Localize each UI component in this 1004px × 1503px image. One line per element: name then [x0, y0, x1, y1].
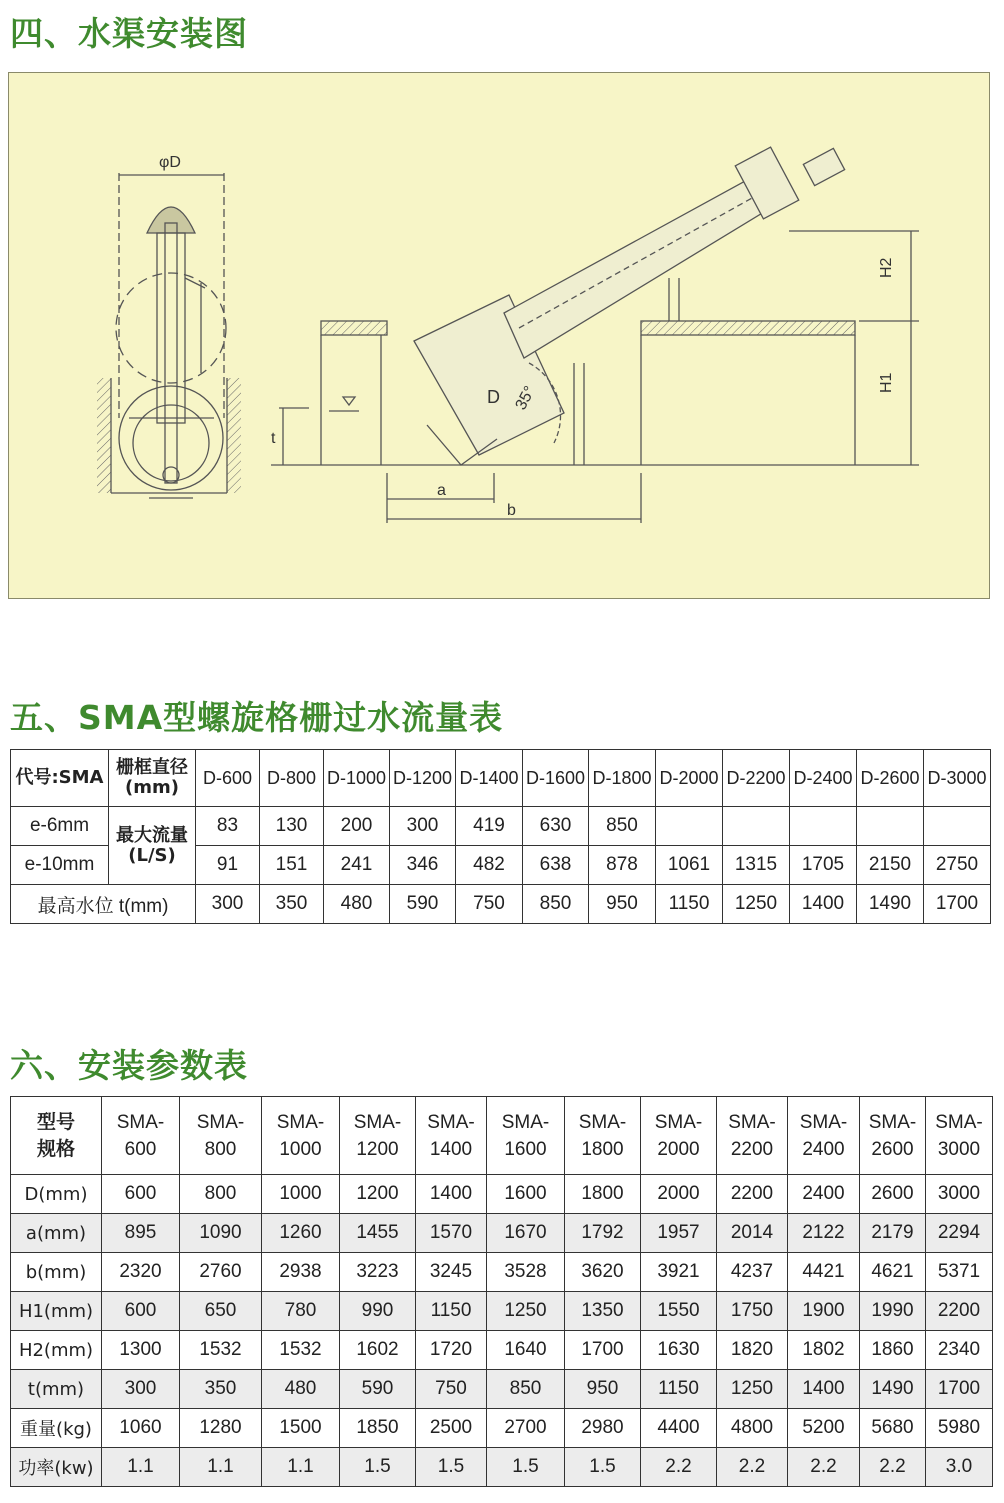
install-params-table	[10, 1096, 993, 1487]
table-cell: 1.5	[565, 1448, 641, 1487]
table-cell: 4800	[717, 1409, 788, 1448]
flow-rate-table	[10, 749, 991, 924]
table-cell: 800	[180, 1175, 262, 1214]
model-header-cell	[416, 1097, 487, 1175]
row-label: 重量(kg)	[11, 1409, 102, 1448]
table-cell: 1860	[860, 1331, 926, 1370]
table-cell: 480	[324, 885, 390, 924]
table-cell: 750	[456, 885, 523, 924]
row-label: b(mm)	[11, 1253, 102, 1292]
table-cell: 350	[180, 1370, 262, 1409]
b-label: b	[507, 502, 516, 519]
table-cell: 2000	[641, 1175, 717, 1214]
diameter-label: D	[487, 387, 500, 407]
model-column-header: D-1200	[390, 750, 456, 807]
table-cell: 1670	[487, 1214, 565, 1253]
row-label: 功率(kw)	[11, 1448, 102, 1487]
table-cell: 1060	[102, 1409, 180, 1448]
model-header-cell	[102, 1097, 180, 1175]
table-cell	[723, 807, 790, 846]
table-cell: 1802	[788, 1331, 860, 1370]
table-cell: 1792	[565, 1214, 641, 1253]
table-cell: 1500	[262, 1409, 340, 1448]
table-cell: 1.5	[487, 1448, 565, 1487]
model-column-header: D-1400	[456, 750, 523, 807]
table-cell: 850	[523, 885, 589, 924]
table-cell: 1250	[723, 885, 790, 924]
model-header-line: 1000	[279, 1138, 322, 1160]
table-cell: 2200	[926, 1292, 993, 1331]
table-cell: 1490	[857, 885, 924, 924]
row-label: D(mm)	[11, 1175, 102, 1214]
table-cell: 1090	[180, 1214, 262, 1253]
model-header-line: 2000	[657, 1138, 700, 1160]
table-cell: 3620	[565, 1253, 641, 1292]
frame-diameter-label: 栅框直径	[116, 757, 188, 778]
table-cell: 300	[102, 1370, 180, 1409]
table-cell: 1490	[860, 1370, 926, 1409]
phi-d-label: φD	[159, 154, 181, 171]
table-cell: 1700	[565, 1331, 641, 1370]
table-cell: 5371	[926, 1253, 993, 1292]
table-cell: 1300	[102, 1331, 180, 1370]
installation-drawing-svg	[9, 73, 991, 600]
model-header-line: SMA-	[276, 1111, 325, 1133]
table-cell: 2.2	[788, 1448, 860, 1487]
row-label: t(mm)	[11, 1370, 102, 1409]
table-cell: 3245	[416, 1253, 487, 1292]
table-cell: 151	[260, 846, 324, 885]
table-cell: 2750	[924, 846, 991, 885]
table-cell: 1550	[641, 1292, 717, 1331]
table-cell: 878	[589, 846, 656, 885]
table-cell: 2938	[262, 1253, 340, 1292]
table-cell: 1820	[717, 1331, 788, 1370]
model-header-line: SMA-	[728, 1111, 776, 1133]
model-header-cell	[926, 1097, 993, 1175]
table-cell: 480	[262, 1370, 340, 1409]
table-cell: 91	[196, 846, 260, 885]
model-header-cell	[717, 1097, 788, 1175]
model-header-line: SMA-	[427, 1111, 475, 1133]
channel-section-view	[271, 147, 919, 523]
table-cell: 590	[340, 1370, 416, 1409]
table-cell: 83	[196, 807, 260, 846]
model-column-header: D-1800	[589, 750, 656, 807]
table-cell: 1705	[790, 846, 857, 885]
table-cell: 1150	[656, 885, 723, 924]
table-cell: 1700	[924, 885, 991, 924]
model-header-cell	[340, 1097, 416, 1175]
a-label: a	[437, 482, 446, 499]
table-cell: 350	[260, 885, 324, 924]
model-header-line: 2600	[871, 1138, 914, 1160]
flow-table-row-e6	[11, 807, 991, 846]
table-cell: 600	[102, 1292, 180, 1331]
table-cell: 1061	[656, 846, 723, 885]
table-cell: 2500	[416, 1409, 487, 1448]
model-spec-label: 型号	[36, 1110, 75, 1133]
table-cell: 3528	[487, 1253, 565, 1292]
channel-installation-diagram	[8, 72, 990, 599]
model-header-line: 800	[204, 1138, 237, 1160]
table-cell: 1400	[788, 1370, 860, 1409]
table-cell: 1400	[790, 885, 857, 924]
table-cell: 1602	[340, 1331, 416, 1370]
t-label: t	[271, 430, 276, 447]
max-flow-label-cell	[109, 807, 196, 885]
table-cell: 600	[102, 1175, 180, 1214]
max-flow-unit: (L/S)	[128, 844, 176, 866]
table-cell: 5200	[788, 1409, 860, 1448]
section-heading-flow-table: 五、SMA型螺旋格栅过水流量表	[10, 698, 504, 737]
table-cell: 850	[589, 807, 656, 846]
model-header-line: 600	[124, 1138, 157, 1160]
model-header-line: 1200	[356, 1138, 399, 1160]
table-cell: 1532	[180, 1331, 262, 1370]
table-cell: 2320	[102, 1253, 180, 1292]
max-flow-label: 最大流量	[116, 824, 188, 846]
model-column-header: D-1000	[324, 750, 390, 807]
model-column-header: D-2200	[723, 750, 790, 807]
model-header-line: SMA-	[116, 1111, 165, 1133]
table-cell	[656, 807, 723, 846]
table-cell: 2179	[860, 1214, 926, 1253]
table-cell: 1280	[180, 1409, 262, 1448]
model-header-line: SMA-	[353, 1111, 402, 1133]
table-cell: 1260	[262, 1214, 340, 1253]
table-cell: 950	[589, 885, 656, 924]
table-cell: 1150	[641, 1370, 717, 1409]
model-header-line: 1600	[504, 1138, 547, 1160]
model-column-header: D-800	[260, 750, 324, 807]
table-cell: 1315	[723, 846, 790, 885]
table-cell: 3223	[340, 1253, 416, 1292]
table-cell: 1.5	[340, 1448, 416, 1487]
table-cell: 1990	[860, 1292, 926, 1331]
code-label-cell: 代号:SMA	[11, 750, 109, 807]
table-cell: 3.0	[926, 1448, 993, 1487]
table-cell: 590	[390, 885, 456, 924]
install-table-row	[11, 1331, 993, 1370]
table-cell: 300	[196, 885, 260, 924]
table-cell: 3000	[926, 1175, 993, 1214]
install-table-row	[11, 1292, 993, 1331]
table-cell: 241	[324, 846, 390, 885]
row-label: H2(mm)	[11, 1331, 102, 1370]
section-heading-installation-drawing: 四、水渠安装图	[10, 14, 248, 53]
model-header-line: 2200	[730, 1138, 774, 1160]
table-cell: 1700	[926, 1370, 993, 1409]
table-cell: 4400	[641, 1409, 717, 1448]
table-cell: 2014	[717, 1214, 788, 1253]
table-cell: 1720	[416, 1331, 487, 1370]
model-spec-label-cell	[11, 1097, 102, 1175]
flow-table-header-row	[11, 750, 991, 807]
row-label: a(mm)	[11, 1214, 102, 1253]
install-table-row	[11, 1214, 993, 1253]
table-cell: 2150	[857, 846, 924, 885]
table-cell: 346	[390, 846, 456, 885]
install-table-header-row	[11, 1097, 993, 1175]
model-header-line: SMA-	[935, 1111, 983, 1133]
table-cell: 300	[390, 807, 456, 846]
model-column-header: D-1600	[523, 750, 589, 807]
table-cell: 1200	[340, 1175, 416, 1214]
table-cell: 5980	[926, 1409, 993, 1448]
side-view	[97, 173, 241, 498]
table-cell: 2400	[788, 1175, 860, 1214]
table-cell: 1000	[262, 1175, 340, 1214]
table-cell: 630	[523, 807, 589, 846]
row-label: 最高水位 t(mm)	[11, 885, 196, 924]
table-cell: 2980	[565, 1409, 641, 1448]
table-cell: 1.1	[102, 1448, 180, 1487]
model-spec-label: 规格	[36, 1137, 75, 1160]
model-header-line: SMA-	[578, 1111, 627, 1133]
install-table-row	[11, 1409, 993, 1448]
install-table-body	[11, 1097, 993, 1487]
table-cell: 3921	[641, 1253, 717, 1292]
table-cell: 2760	[180, 1253, 262, 1292]
install-table-row	[11, 1253, 993, 1292]
table-cell: 1570	[416, 1214, 487, 1253]
table-cell: 638	[523, 846, 589, 885]
model-header-line: SMA-	[799, 1111, 848, 1133]
table-cell: 1250	[487, 1292, 565, 1331]
table-cell: 2.2	[860, 1448, 926, 1487]
table-cell: 1532	[262, 1331, 340, 1370]
model-header-cell	[788, 1097, 860, 1175]
table-cell: 5680	[860, 1409, 926, 1448]
flow-table-row-water-level	[11, 885, 991, 924]
model-header-line: 2400	[802, 1138, 845, 1160]
model-column-header: D-2000	[656, 750, 723, 807]
table-cell: 2294	[926, 1214, 993, 1253]
table-cell: 1.1	[180, 1448, 262, 1487]
frame-diameter-cell	[109, 750, 196, 807]
table-cell: 2.2	[717, 1448, 788, 1487]
table-cell: 1800	[565, 1175, 641, 1214]
model-header-cell	[487, 1097, 565, 1175]
table-cell	[790, 807, 857, 846]
table-cell: 1957	[641, 1214, 717, 1253]
row-label: e-10mm	[11, 846, 109, 885]
model-header-line: SMA-	[654, 1111, 703, 1133]
table-cell: 1455	[340, 1214, 416, 1253]
table-cell: 482	[456, 846, 523, 885]
table-cell: 2340	[926, 1331, 993, 1370]
model-header-cell	[641, 1097, 717, 1175]
model-header-cell	[180, 1097, 262, 1175]
table-cell	[857, 807, 924, 846]
model-header-line: 1400	[429, 1138, 473, 1160]
model-column-header: D-3000	[924, 750, 991, 807]
table-cell: 2600	[860, 1175, 926, 1214]
model-header-line: 1800	[581, 1138, 624, 1160]
install-table-row	[11, 1175, 993, 1214]
table-cell: 1.5	[416, 1448, 487, 1487]
model-header-line: SMA-	[196, 1111, 245, 1133]
table-cell: 1150	[416, 1292, 487, 1331]
table-cell: 2200	[717, 1175, 788, 1214]
frame-diameter-unit: (mm)	[125, 777, 179, 798]
table-cell: 2.2	[641, 1448, 717, 1487]
table-cell: 1350	[565, 1292, 641, 1331]
model-header-line: SMA-	[868, 1111, 917, 1133]
install-table-row	[11, 1448, 993, 1487]
table-cell: 850	[487, 1370, 565, 1409]
table-cell: 419	[456, 807, 523, 846]
table-cell: 1640	[487, 1331, 565, 1370]
model-column-header: D-2400	[790, 750, 857, 807]
model-header-cell	[860, 1097, 926, 1175]
table-cell: 1750	[717, 1292, 788, 1331]
model-header-line: 3000	[937, 1138, 981, 1160]
model-header-cell	[262, 1097, 340, 1175]
model-header-cell	[565, 1097, 641, 1175]
table-cell: 200	[324, 807, 390, 846]
h2-label: H2	[878, 257, 895, 278]
table-cell: 990	[340, 1292, 416, 1331]
table-cell: 4621	[860, 1253, 926, 1292]
h1-label: H1	[878, 372, 895, 393]
table-cell: 2700	[487, 1409, 565, 1448]
table-cell: 1.1	[262, 1448, 340, 1487]
table-cell: 4237	[717, 1253, 788, 1292]
table-cell: 950	[565, 1370, 641, 1409]
angle-label: 35°	[512, 383, 539, 413]
table-cell: 1600	[487, 1175, 565, 1214]
row-label: e-6mm	[11, 807, 109, 846]
row-label: H1(mm)	[11, 1292, 102, 1331]
table-cell: 1400	[416, 1175, 487, 1214]
install-table-row	[11, 1370, 993, 1409]
table-cell: 780	[262, 1292, 340, 1331]
table-cell: 1900	[788, 1292, 860, 1331]
table-cell: 2122	[788, 1214, 860, 1253]
table-cell: 1250	[717, 1370, 788, 1409]
table-cell: 1630	[641, 1331, 717, 1370]
table-cell: 750	[416, 1370, 487, 1409]
model-column-header: D-2600	[857, 750, 924, 807]
model-header-line: SMA-	[501, 1111, 550, 1133]
table-cell: 650	[180, 1292, 262, 1331]
model-column-header: D-600	[196, 750, 260, 807]
table-cell	[924, 807, 991, 846]
table-cell: 1850	[340, 1409, 416, 1448]
table-cell: 895	[102, 1214, 180, 1253]
table-cell: 130	[260, 807, 324, 846]
section-heading-install-params: 六、安装参数表	[10, 1046, 248, 1085]
table-cell: 4421	[788, 1253, 860, 1292]
